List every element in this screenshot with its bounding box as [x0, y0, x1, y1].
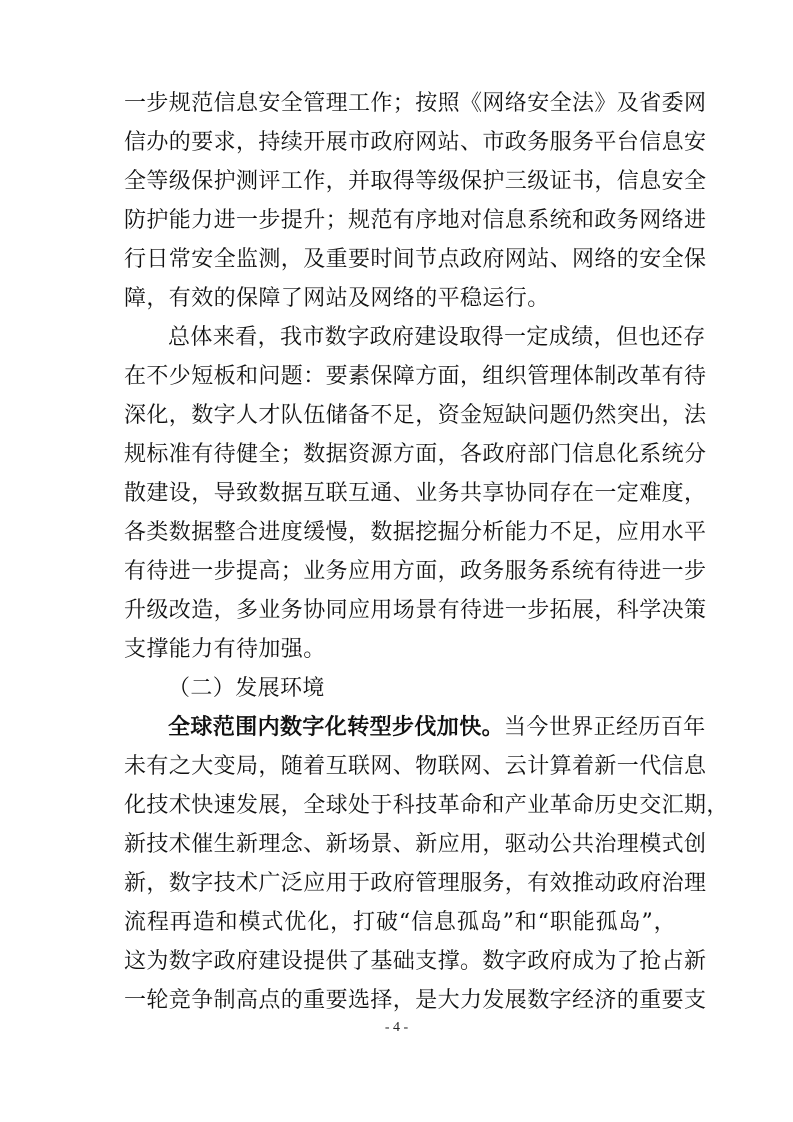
text-run: 当今世界正经历百年: [504, 715, 706, 740]
text-line: 有待进一步提高；业务应用方面，政务服务系统有待进一步: [124, 559, 707, 584]
text-line: 行日常安全监测，及重要时间节点政府网站、网络的安全保: [124, 247, 707, 272]
text-line: [124, 708, 706, 747]
text-line: 深化，数字人才队伍储备不足，资金短缺问题仍然突出，法: [124, 403, 707, 428]
text-line: 防护能力进一步提升；规范有序地对信息系统和政务网络进: [124, 208, 707, 233]
text-line: 未有之大变局，随着互联网、物联网、云计算着新一代信息: [124, 754, 707, 779]
text-line: 一步规范信息安全管理工作；按照《网络安全法》及省委网: [124, 91, 707, 116]
text-line: 流程再造和模式优化，打破“信息孤岛”和“职能孤岛”，: [124, 910, 676, 935]
text-line: 这为数字政府建设提供了基础支撑。数字政府成为了抢占新: [124, 949, 707, 974]
paragraph-development-environment: [124, 708, 729, 1020]
text-line: 全等级保护测评工作，并取得等级保护三级证书，信息安全: [124, 169, 707, 194]
text-line: 各类数据整合进度缓慢，数据挖掘分析能力不足，应用水平: [124, 520, 707, 545]
text-line: 信办的要求，持续开展市政府网站、市政务服务平台信息安: [124, 130, 707, 155]
section-heading: （二）发展环境: [168, 676, 325, 701]
text-line: 在不少短板和问题：要素保障方面，组织管理体制改革有待: [124, 364, 707, 389]
text-line: 新，数字技术广泛应用于政府管理服务，有效推动政府治理: [124, 871, 707, 896]
paragraph-info-security: [124, 84, 707, 318]
text-line: 新技术催生新理念、新场景、新应用，驱动公共治理模式创: [124, 832, 707, 857]
text-line: 散建设，导致数据互联互通、业务共享协同存在一定难度，: [124, 481, 707, 506]
paragraph-overall-assessment: [124, 318, 707, 669]
text-line: 升级改造，多业务协同应用场景有待进一步拓展，科学决策: [124, 598, 707, 623]
document-body: [124, 84, 729, 1020]
text-line: 化技术快速发展，全球处于科技革命和产业革命历史交汇期，: [124, 793, 729, 818]
text-line: 一轮竞争制高点的重要选择，是大力发展数字经济的重要支: [124, 988, 707, 1013]
text-line: 规标准有待健全；数据资源方面，各政府部门信息化系统分: [124, 442, 707, 467]
text-line: 总体来看，我市数字政府建设取得一定成绩，但也还存: [168, 325, 706, 350]
page-number: - 4 -: [384, 1020, 409, 1035]
text-line: 障，有效的保障了网站及网络的平稳运行。: [124, 286, 550, 311]
bold-lead-sentence: 全球范围内数字化转型步伐加快。: [168, 715, 505, 740]
text-line: 支撑能力有待加强。: [124, 637, 326, 662]
